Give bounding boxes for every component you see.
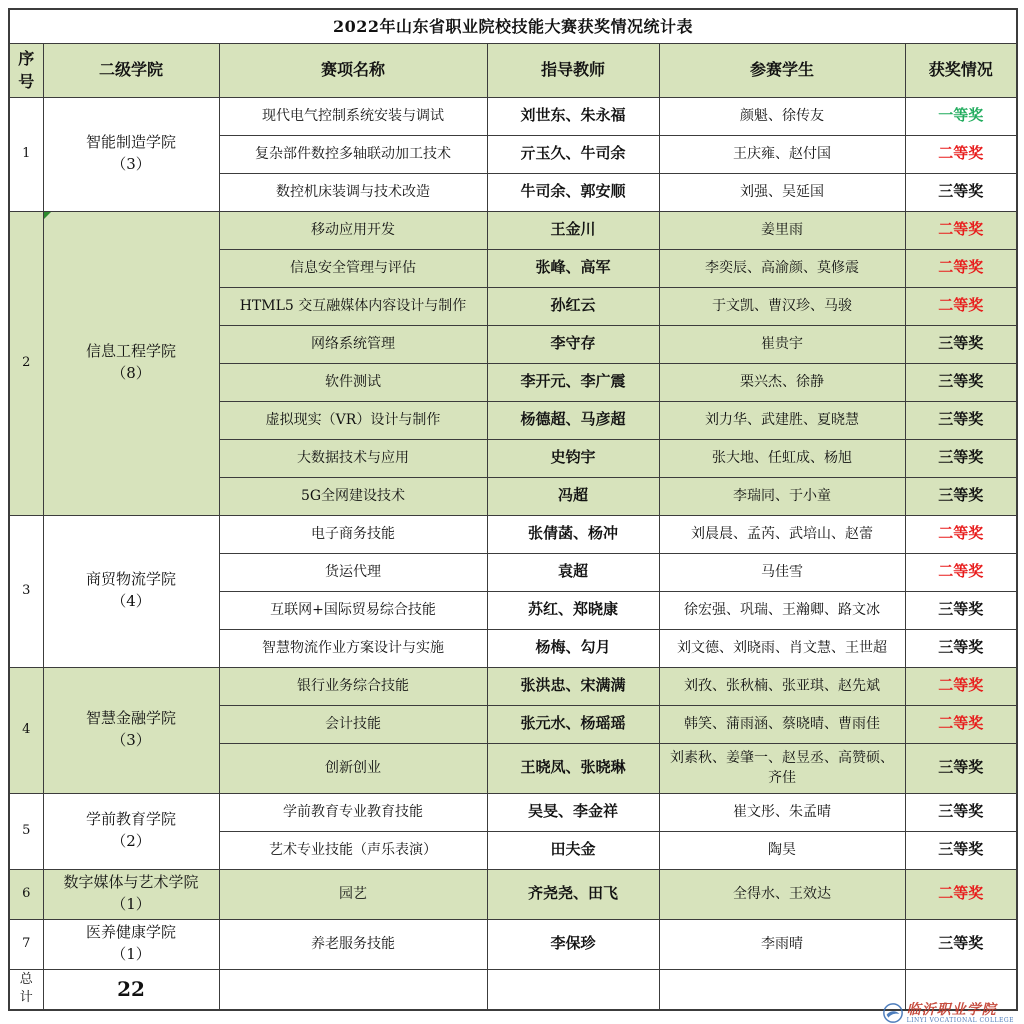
- event-name: 数控机床装调与技术改造: [219, 173, 487, 211]
- award-badge: 三等奖: [905, 919, 1017, 969]
- total-row: [9, 969, 1017, 1010]
- students: 刘文德、刘晓雨、肖文慧、王世超: [659, 629, 905, 667]
- award-badge: 三等奖: [905, 173, 1017, 211]
- college-name: 学前教育学院 （2）: [43, 793, 219, 869]
- awards-table-sheet: [8, 8, 1016, 1011]
- award-badge: 三等奖: [905, 477, 1017, 515]
- teachers: 王晓凤、张晓琳: [487, 743, 659, 793]
- teachers: 张洪忠、宋满满: [487, 667, 659, 705]
- event-name: 信息安全管理与评估: [219, 249, 487, 287]
- event-name: 养老服务技能: [219, 919, 487, 969]
- event-name: 现代电气控制系统安装与调试: [219, 97, 487, 135]
- teachers: 李开元、李广震: [487, 363, 659, 401]
- table-row: [9, 667, 1017, 705]
- students: 刘素秋、姜肇一、赵昱丞、高赞硕、齐佳: [659, 743, 905, 793]
- award-badge: 二等奖: [905, 705, 1017, 743]
- teachers: 田夫金: [487, 831, 659, 869]
- teachers: 张峰、高军: [487, 249, 659, 287]
- group-number: 2: [9, 211, 43, 515]
- students: 李瑞同、于小童: [659, 477, 905, 515]
- total-label: 总 计: [9, 969, 43, 1010]
- students: 于文凯、曹汉珍、马骏: [659, 287, 905, 325]
- logo-text-block: [907, 1003, 1014, 1024]
- teachers: 史钧宇: [487, 439, 659, 477]
- table-row: [9, 211, 1017, 249]
- event-name: 创新创业: [219, 743, 487, 793]
- event-name: 大数据技术与应用: [219, 439, 487, 477]
- teachers: 刘世东、朱永福: [487, 97, 659, 135]
- teachers: 张元水、杨瑶瑶: [487, 705, 659, 743]
- award-badge: 二等奖: [905, 211, 1017, 249]
- students: 刘晨晨、孟芮、武培山、赵蕾: [659, 515, 905, 553]
- total-count: 22: [43, 969, 219, 1010]
- award-badge: 三等奖: [905, 363, 1017, 401]
- event-name: 智慧物流作业方案设计与实施: [219, 629, 487, 667]
- college-name: 商贸物流学院 （4）: [43, 515, 219, 667]
- students: 刘力华、武建胜、夏晓慧: [659, 401, 905, 439]
- col-header-students: 参赛学生: [659, 43, 905, 97]
- teachers: 牛司余、郭安顺: [487, 173, 659, 211]
- award-badge: 三等奖: [905, 793, 1017, 831]
- event-name: 电子商务技能: [219, 515, 487, 553]
- teachers: 李保珍: [487, 919, 659, 969]
- header-row: [9, 43, 1017, 97]
- college-name-text: 信息工程学院 （8）: [85, 342, 176, 382]
- college-name: [43, 211, 219, 515]
- logo-icon: [882, 1002, 904, 1024]
- college-watermark-logo: [882, 1002, 1014, 1024]
- event-name: 复杂部件数控多轴联动加工技术: [219, 135, 487, 173]
- group-number: 7: [9, 919, 43, 969]
- teachers: 张倩菡、杨冲: [487, 515, 659, 553]
- students: 刘孜、张秋楠、张亚琪、赵先斌: [659, 667, 905, 705]
- event-name: HTML5 交互融媒体内容设计与制作: [219, 287, 487, 325]
- award-badge: 二等奖: [905, 249, 1017, 287]
- award-badge: 三等奖: [905, 401, 1017, 439]
- award-badge: 三等奖: [905, 629, 1017, 667]
- teachers: 杨德超、马彦超: [487, 401, 659, 439]
- col-header-college: 二级学院: [43, 43, 219, 97]
- students: 李雨晴: [659, 919, 905, 969]
- group-number: 1: [9, 97, 43, 211]
- students: 全得水、王效达: [659, 869, 905, 919]
- event-name: 5G全网建设技术: [219, 477, 487, 515]
- teachers: 冯超: [487, 477, 659, 515]
- teachers: 齐尧尧、田飞: [487, 869, 659, 919]
- teachers: 孙红云: [487, 287, 659, 325]
- teachers: 杨梅、勾月: [487, 629, 659, 667]
- award-badge: 三等奖: [905, 591, 1017, 629]
- students: 韩笑、蒲雨涵、蔡晓晴、曹雨佳: [659, 705, 905, 743]
- teachers: 吴旻、李金祥: [487, 793, 659, 831]
- teachers: 亓玉久、牛司余: [487, 135, 659, 173]
- students: 马佳雪: [659, 553, 905, 591]
- award-badge: 二等奖: [905, 553, 1017, 591]
- table-title: 2022年山东省职业院校技能大赛获奖情况统计表: [9, 9, 1017, 43]
- event-name: 园艺: [219, 869, 487, 919]
- college-name: 智能制造学院 （3）: [43, 97, 219, 211]
- students: 李奕辰、高渝颜、莫修震: [659, 249, 905, 287]
- award-badge: 二等奖: [905, 869, 1017, 919]
- award-badge: 三等奖: [905, 831, 1017, 869]
- students: 颜魁、徐传友: [659, 97, 905, 135]
- group-number: 5: [9, 793, 43, 869]
- award-badge: 二等奖: [905, 135, 1017, 173]
- group-number: 4: [9, 667, 43, 793]
- table-row: [9, 919, 1017, 969]
- cell-corner-marker: [44, 212, 51, 219]
- event-name: 软件测试: [219, 363, 487, 401]
- table-row: [9, 515, 1017, 553]
- table-row: [9, 97, 1017, 135]
- students: 栗兴杰、徐静: [659, 363, 905, 401]
- teachers: 李守存: [487, 325, 659, 363]
- college-name: 数字媒体与艺术学院 （1）: [43, 869, 219, 919]
- empty-cell: [659, 969, 905, 1010]
- event-name: 会计技能: [219, 705, 487, 743]
- event-name: 学前教育专业教育技能: [219, 793, 487, 831]
- event-name: 艺术专业技能（声乐表演）: [219, 831, 487, 869]
- event-name: 虚拟现实（VR）设计与制作: [219, 401, 487, 439]
- college-name: 医养健康学院 （1）: [43, 919, 219, 969]
- teachers: 苏红、郑晓康: [487, 591, 659, 629]
- teachers: 袁超: [487, 553, 659, 591]
- empty-cell: [487, 969, 659, 1010]
- group-number: 3: [9, 515, 43, 667]
- students: 刘强、吴延国: [659, 173, 905, 211]
- event-name: 网络系统管理: [219, 325, 487, 363]
- logo-en-text: LINYI VOCATIONAL COLLEGE: [906, 1016, 1014, 1024]
- students: 崔文彤、朱孟晴: [659, 793, 905, 831]
- students: 姜里雨: [659, 211, 905, 249]
- col-header-award: 获奖情况: [905, 43, 1017, 97]
- students: 陶昊: [659, 831, 905, 869]
- empty-cell: [219, 969, 487, 1010]
- col-header-no: 序 号: [9, 43, 43, 97]
- award-badge: 三等奖: [905, 439, 1017, 477]
- award-badge: 三等奖: [905, 743, 1017, 793]
- event-name: 货运代理: [219, 553, 487, 591]
- teachers: 王金川: [487, 211, 659, 249]
- students: 王庆雍、赵付国: [659, 135, 905, 173]
- event-name: 互联网+国际贸易综合技能: [219, 591, 487, 629]
- students: 崔贵宇: [659, 325, 905, 363]
- award-badge: 二等奖: [905, 667, 1017, 705]
- award-badge: 二等奖: [905, 515, 1017, 553]
- award-badge: 一等奖: [905, 97, 1017, 135]
- award-badge: 二等奖: [905, 287, 1017, 325]
- college-name: 智慧金融学院 （3）: [43, 667, 219, 793]
- students: 张大地、任虹成、杨旭: [659, 439, 905, 477]
- event-name: 银行业务综合技能: [219, 667, 487, 705]
- col-header-event: 赛项名称: [219, 43, 487, 97]
- table-row: [9, 793, 1017, 831]
- table-row: [9, 869, 1017, 919]
- logo-cn-text: 临沂职业学院: [906, 1001, 997, 1018]
- event-name: 移动应用开发: [219, 211, 487, 249]
- col-header-teachers: 指导教师: [487, 43, 659, 97]
- group-number: 6: [9, 869, 43, 919]
- award-badge: 三等奖: [905, 325, 1017, 363]
- students: 徐宏强、巩瑞、王瀚卿、路文冰: [659, 591, 905, 629]
- awards-statistics-table: [8, 8, 1018, 1011]
